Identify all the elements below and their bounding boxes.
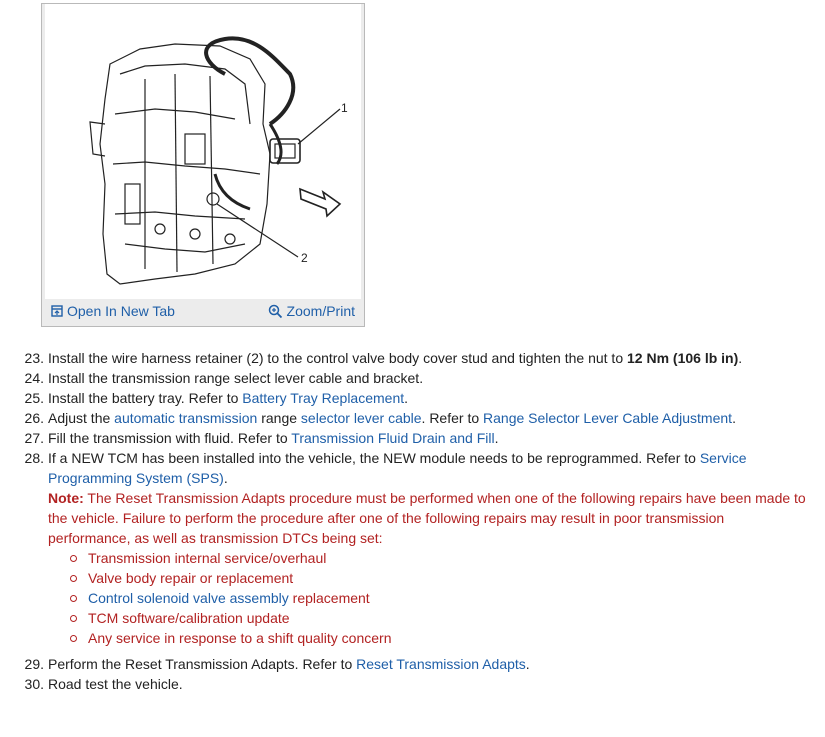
illustration-drawing	[45, 4, 361, 299]
list-item: Transmission internal service/overhaul	[68, 548, 810, 568]
step-24	[20, 368, 810, 388]
note-block	[48, 488, 810, 548]
procedure-steps	[20, 348, 810, 694]
step-text	[48, 408, 810, 428]
step-number: 26.	[24, 410, 44, 426]
step-text	[48, 654, 810, 674]
step-text-part: Perform the Reset Transmission Adapts. Refer to	[48, 656, 357, 672]
selector-lever-cable-link[interactable]: selector lever cable	[300, 410, 422, 426]
list-item: Valve body repair or replacement	[68, 568, 810, 588]
step-text-part: Install the battery tray. Refer to	[48, 390, 243, 406]
step-number: 25.	[24, 390, 44, 406]
sps-link[interactable]: Service Programming System (SPS)	[48, 450, 747, 486]
open-new-tab-icon	[51, 305, 63, 317]
zoom-print-button[interactable]	[262, 303, 361, 319]
list-item	[68, 588, 810, 608]
step-text	[48, 348, 810, 368]
control-solenoid-valve-link[interactable]: Control solenoid valve assembly	[88, 590, 289, 606]
step-26	[20, 408, 810, 428]
step-number: 23.	[24, 350, 44, 366]
step-23	[20, 348, 810, 368]
torque-spec: 12 Nm (106 lb in)	[627, 350, 739, 366]
step-text-part: range	[257, 410, 301, 426]
step-text-part: Fill the transmission with fluid. Refer to	[48, 430, 292, 446]
open-in-new-tab-label: Open In New Tab	[67, 303, 175, 319]
repair-list	[48, 548, 810, 648]
zoom-icon	[268, 304, 283, 319]
step-text	[48, 448, 810, 654]
step-27	[20, 428, 810, 448]
step-text-part: .	[494, 430, 499, 446]
step-30	[20, 674, 810, 694]
step-text-part: . Refer to	[421, 410, 484, 426]
note-label: Note:	[48, 490, 84, 506]
step-28	[20, 448, 810, 654]
step-number: 30.	[24, 676, 44, 692]
step-text	[48, 428, 810, 448]
figure-frame	[41, 3, 365, 327]
list-item-text: replacement	[288, 590, 370, 606]
step-29	[20, 654, 810, 674]
step-text-part: Adjust the	[48, 410, 115, 426]
step-text: Road test the vehicle.	[48, 676, 183, 692]
step-number: 29.	[24, 656, 44, 672]
range-selector-adjustment-link[interactable]: Range Selector Lever Cable Adjustment	[483, 410, 733, 426]
step-text-part: .	[732, 410, 736, 426]
step-text-part: .	[738, 350, 743, 366]
step-28-main	[48, 448, 810, 488]
step-text-part: .	[223, 470, 228, 486]
step-text-part: .	[525, 656, 530, 672]
open-in-new-tab-button[interactable]	[45, 303, 181, 319]
step-text-part: .	[404, 390, 409, 406]
step-number: 28.	[24, 450, 44, 466]
figure-toolbar	[45, 299, 361, 323]
step-text-part: Install the wire harness retainer (2) to the control valve body cover stud and tighten the nut to	[48, 350, 627, 366]
step-text: Install the transmission range select lever cable and bracket.	[48, 370, 424, 386]
transmission-illustration[interactable]	[45, 4, 361, 299]
step-number: 24.	[24, 370, 44, 386]
callout-2: 2	[301, 251, 308, 265]
step-number: 27.	[24, 430, 44, 446]
callout-1: 1	[341, 101, 348, 115]
reset-transmission-adapts-link[interactable]: Reset Transmission Adapts	[356, 656, 526, 672]
step-text-part: If a NEW TCM has been installed into the vehicle, the NEW module needs to be reprogrammed. Refer to	[48, 450, 700, 466]
battery-tray-replacement-link[interactable]: Battery Tray Replacement	[242, 390, 405, 406]
step-text	[48, 388, 810, 408]
note-text: The Reset Transmission Adapts procedure must be performed when one of the following repairs have been made to the vehicle. Failure to perform the procedure after one of the following repairs may result in poor transmission performance, as well as transmission DTCs being set:	[48, 490, 806, 546]
list-item: TCM software/calibration update	[68, 608, 810, 628]
fluid-drain-fill-link[interactable]: Transmission Fluid Drain and Fill	[291, 430, 495, 446]
zoom-print-label: Zoom/Print	[286, 303, 355, 319]
automatic-transmission-link[interactable]: automatic transmission	[114, 410, 258, 426]
list-item: Any service in response to a shift quality concern	[68, 628, 810, 648]
step-25	[20, 388, 810, 408]
